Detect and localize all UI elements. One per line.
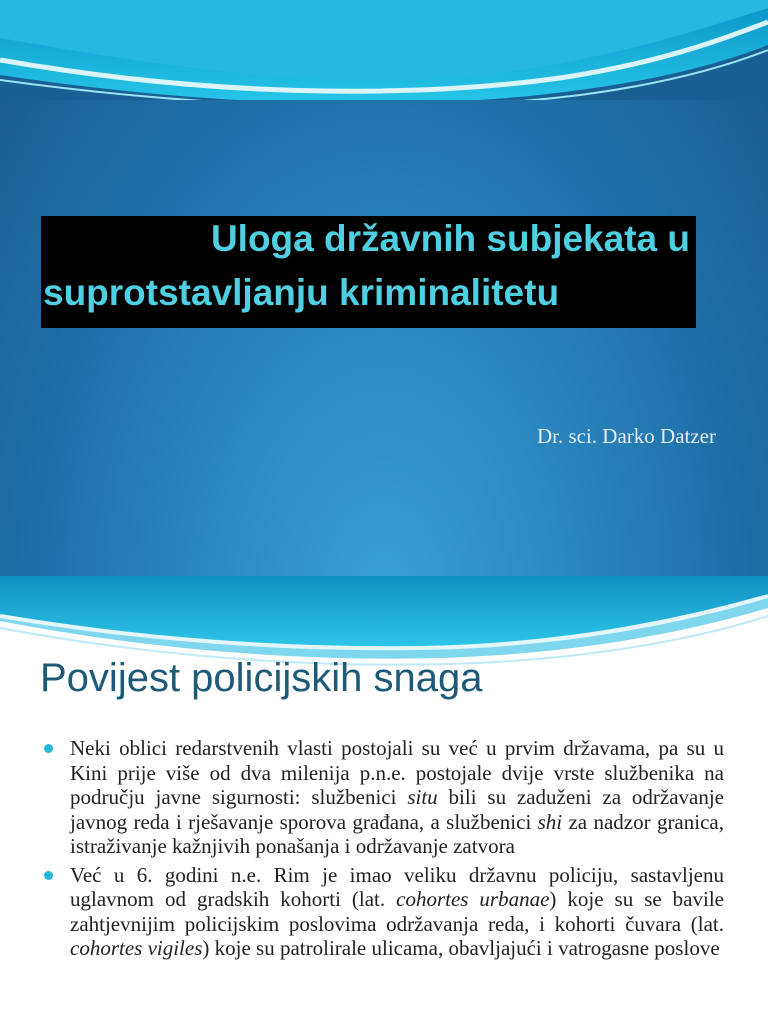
list-item [40, 736, 724, 859]
bullet-text: Neki oblici redarstvenih vlasti postojali su već u prvim državama, pa su u Kini prije više od dva milenija p.n.e. postojale dvije vrste službenika na području javne sigurnosti: službenici situ bili su zaduženi za održavanje javnog reda i rješavanje sporova građana, a službenici shi za nadzor granica, istraživanje kažnjivih ponašanja i održavanje zatvora [70, 736, 724, 858]
bullet-dot-icon [44, 871, 53, 880]
title-box [41, 216, 696, 328]
title-line-2: suprotstavljanju kriminalitetu [43, 272, 560, 313]
author-name: Dr. sci. Darko Datzer [536, 424, 716, 448]
content-slide [0, 576, 768, 1024]
title-line-1: Uloga državnih subjekata u [210, 218, 690, 259]
bullet-text: Već u 6. godini n.e. Rim je imao veliku državnu policiju, sastavljenu uglavnom od gradskih kohorti (lat. cohortes urbanae) koje su se bavile zahtjevnijim policijskim poslovima održavanja reda, i kohorti čuvara (lat. cohortes vigiles) koje su patrolirale ulicama, obavljajući i vatrogasne poslove [70, 862, 724, 960]
wave-decoration-top [0, 0, 768, 100]
wave-decoration-top [0, 576, 768, 666]
bullet-list [40, 736, 724, 965]
list-item [40, 863, 724, 961]
slide-heading: Povijest policijskih snaga [40, 656, 483, 700]
bullet-dot-icon [44, 744, 53, 753]
